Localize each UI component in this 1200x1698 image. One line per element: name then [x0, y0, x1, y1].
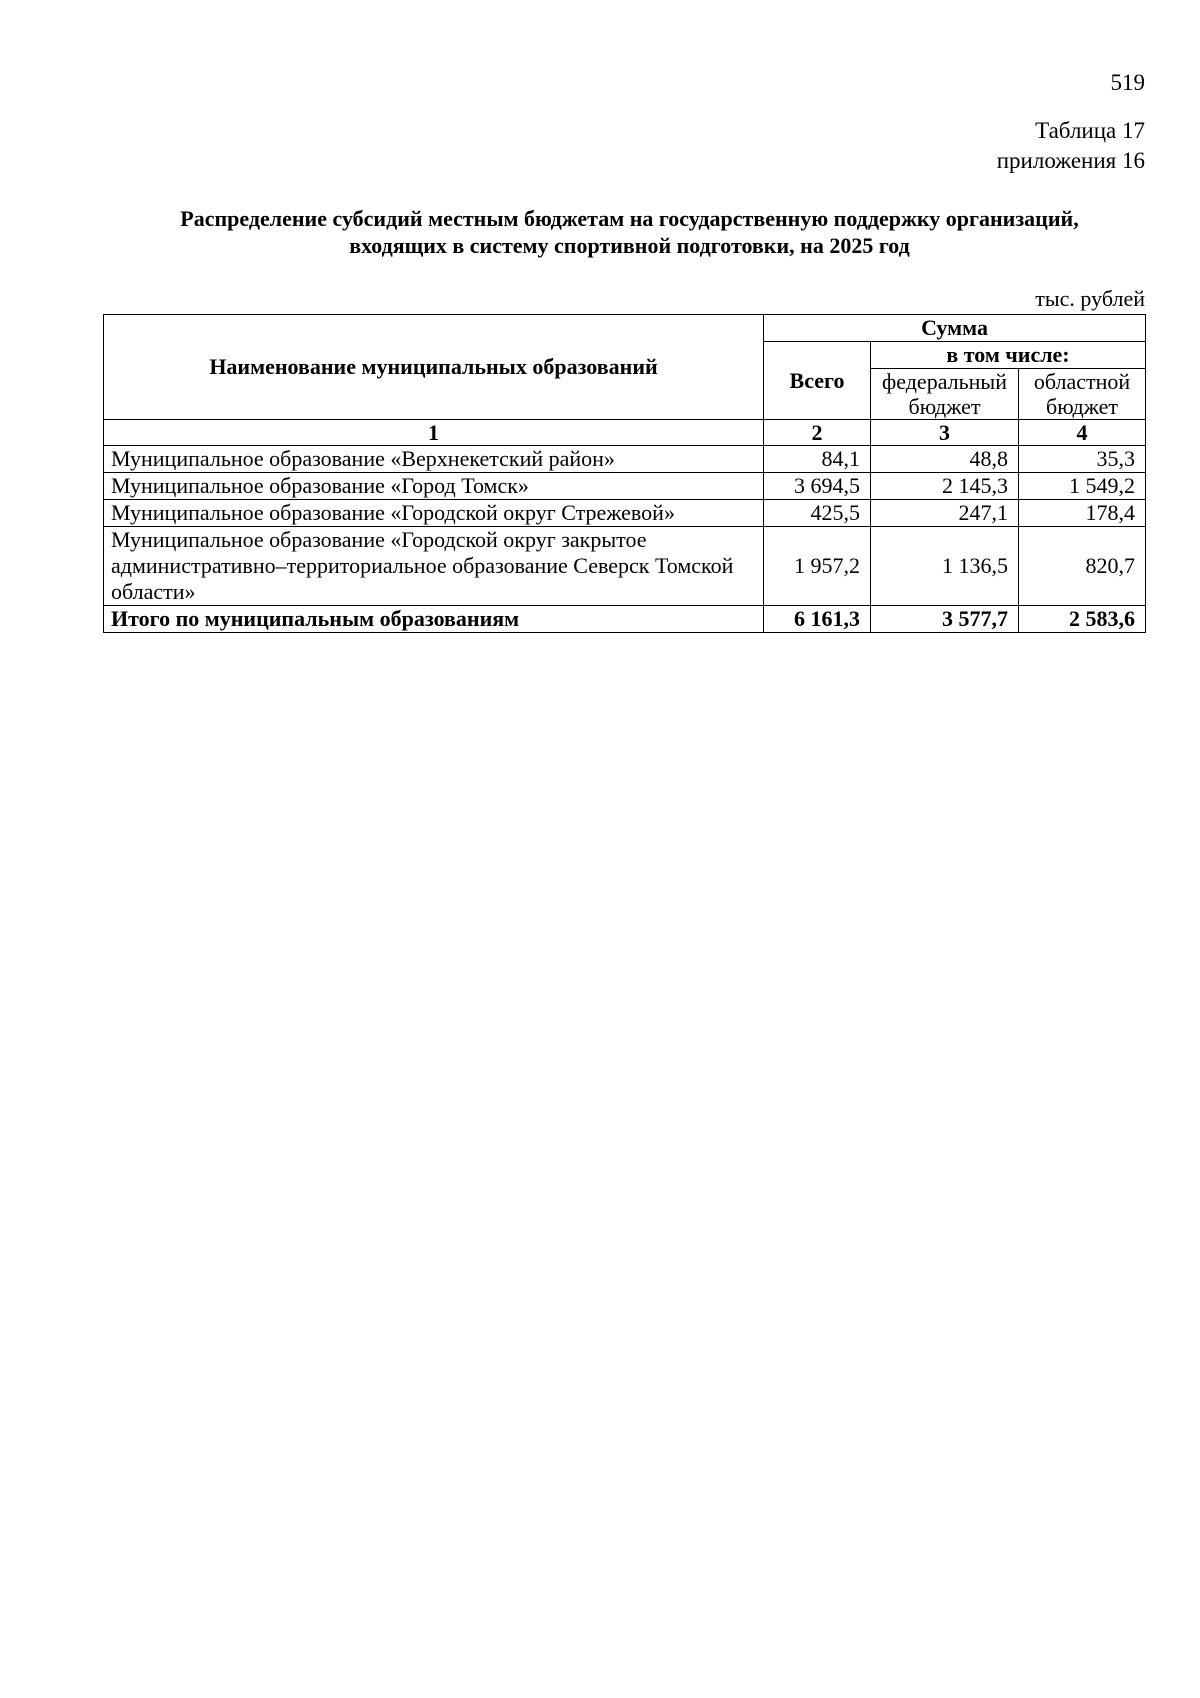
federal-value: 1 136,5	[871, 527, 1019, 606]
federal-total-value: 3 577,7	[871, 606, 1019, 633]
appendix-number: приложения 16	[996, 148, 1145, 173]
header-name: Наименование муниципальных образований	[104, 315, 764, 420]
column-number: 2	[764, 420, 871, 446]
regional-total-value: 2 583,6	[1019, 606, 1146, 633]
municipality-name: Муниципальное образование «Город Томск»	[104, 473, 764, 500]
title-line-1: Распределение субсидий местным бюджетам на государственную поддержку организаций,	[180, 206, 1079, 231]
regional-value: 1 549,2	[1019, 473, 1146, 500]
regional-value: 820,7	[1019, 527, 1146, 606]
column-numbers-row	[104, 420, 1146, 446]
subsidies-table	[103, 314, 1146, 633]
municipality-name: Муниципальное образование «Верхнекетский район»	[104, 446, 764, 473]
header-federal: федеральный бюджет	[871, 369, 1019, 420]
table-row	[104, 527, 1146, 606]
units-label: тыс. рублей	[1035, 286, 1145, 311]
table-row	[104, 446, 1146, 473]
column-number: 4	[1019, 420, 1146, 446]
title-line-2: входящих в систему спортивной подготовки, на 2025 год	[349, 233, 910, 258]
header-total: Всего	[764, 342, 871, 420]
total-value: 3 694,5	[764, 473, 871, 500]
total-value: 425,5	[764, 500, 871, 527]
table-reference	[997, 116, 1145, 176]
page-number: 519	[1110, 70, 1145, 95]
header-including: в том числе:	[871, 342, 1146, 369]
federal-value: 48,8	[871, 446, 1019, 473]
column-number: 3	[871, 420, 1019, 446]
municipality-name: Муниципальное образование «Городской округ Стрежевой»	[104, 500, 764, 527]
regional-value: 178,4	[1019, 500, 1146, 527]
regional-value: 35,3	[1019, 446, 1146, 473]
table-row	[104, 473, 1146, 500]
municipality-name: Муниципальное образование «Городской округ закрытое административно–территориальное образование Северск Томской области»	[104, 527, 764, 606]
federal-value: 2 145,3	[871, 473, 1019, 500]
total-value: 84,1	[764, 446, 871, 473]
document-title	[104, 205, 1155, 259]
grand-total-value: 6 161,3	[764, 606, 871, 633]
federal-value: 247,1	[871, 500, 1019, 527]
header-regional: областной бюджет	[1019, 369, 1146, 420]
table-number: Таблица 17	[1035, 118, 1145, 143]
column-number: 1	[104, 420, 764, 446]
header-sum: Сумма	[764, 315, 1146, 342]
total-row-label: Итого по муниципальным образованиям	[104, 606, 764, 633]
total-row	[104, 606, 1146, 633]
table-row	[104, 500, 1146, 527]
total-value: 1 957,2	[764, 527, 871, 606]
